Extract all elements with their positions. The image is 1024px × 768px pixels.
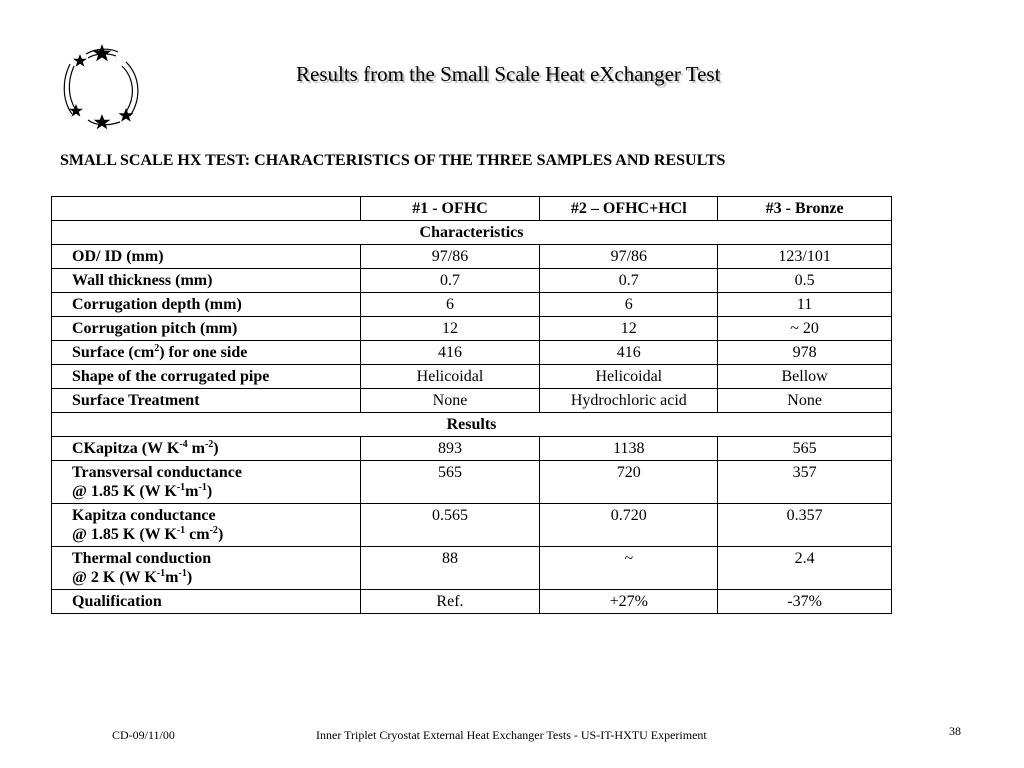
table-row bbox=[52, 293, 892, 317]
row-label-text: CKapitza (W K bbox=[72, 440, 180, 457]
table-row bbox=[52, 317, 892, 341]
row-label-text: ) bbox=[206, 483, 213, 500]
row-label bbox=[52, 437, 361, 461]
cell-value: +27% bbox=[540, 590, 718, 614]
cell-value: Helicoidal bbox=[540, 365, 718, 389]
row-label-text: @ 2 K (W K bbox=[72, 569, 157, 586]
cell-value: 0.7 bbox=[540, 269, 718, 293]
cell-value: Hydrochloric acid bbox=[540, 389, 718, 413]
cell-value: 357 bbox=[718, 461, 892, 504]
row-label-text: Surface (cm bbox=[72, 344, 155, 361]
row-label-line: Transversal conductance bbox=[72, 464, 242, 481]
cell-value: 0.565 bbox=[360, 504, 540, 547]
section-label-results: Results bbox=[52, 413, 892, 437]
cell-value: 12 bbox=[540, 317, 718, 341]
cell-value: 2.4 bbox=[718, 547, 892, 590]
row-label-line: Thermal conduction bbox=[72, 550, 212, 567]
row-label-text: ) for one side bbox=[159, 344, 248, 361]
cell-value: -37% bbox=[718, 590, 892, 614]
row-label-text: cm bbox=[185, 526, 210, 543]
row-label-text: ) bbox=[186, 569, 193, 586]
table-row bbox=[52, 365, 892, 389]
table-row bbox=[52, 547, 892, 590]
cell-value: None bbox=[718, 389, 892, 413]
row-label: Corrugation depth (mm) bbox=[52, 293, 361, 317]
row-label-exponent: 2 bbox=[154, 343, 160, 354]
table-header-row bbox=[52, 197, 892, 221]
row-label-exponent: -4 bbox=[179, 439, 188, 450]
cell-value: 720 bbox=[540, 461, 718, 504]
row-label bbox=[52, 461, 361, 504]
row-label-exponent: -1 bbox=[178, 568, 187, 579]
cell-value: 0.5 bbox=[718, 269, 892, 293]
row-label-text: m bbox=[165, 569, 179, 586]
row-label-exponent: -1 bbox=[156, 568, 166, 579]
row-label-text: m bbox=[185, 483, 199, 500]
row-label-exponent: -1 bbox=[176, 482, 186, 493]
cell-value: ~ 20 bbox=[718, 317, 892, 341]
cell-value: None bbox=[360, 389, 540, 413]
footer-description: Inner Triplet Cryostat External Heat Exchanger Tests - US-IT-HXTU Experiment bbox=[316, 728, 707, 742]
section-label-characteristics: Characteristics bbox=[52, 221, 892, 245]
row-label-text: ) bbox=[217, 526, 224, 543]
row-label-line: Kapitza conductance bbox=[72, 507, 216, 524]
table-row bbox=[52, 590, 892, 614]
cell-value: 893 bbox=[360, 437, 540, 461]
section-row-results bbox=[52, 413, 892, 437]
slide-title: Results from the Small Scale Heat eXchanger Test bbox=[296, 62, 721, 86]
cell-value: 565 bbox=[360, 461, 540, 504]
table-row bbox=[52, 269, 892, 293]
column-header-sample-3: #3 - Bronze bbox=[718, 197, 892, 221]
table-row bbox=[52, 389, 892, 413]
table-row bbox=[52, 341, 892, 365]
cell-value: 416 bbox=[360, 341, 540, 365]
cell-value: 11 bbox=[718, 293, 892, 317]
column-header-sample-1: #1 - OFHC bbox=[360, 197, 540, 221]
row-label: Surface Treatment bbox=[52, 389, 361, 413]
row-label bbox=[52, 504, 361, 547]
row-label-text: @ 1.85 K (W K bbox=[72, 526, 177, 543]
cell-value: 6 bbox=[540, 293, 718, 317]
cell-value: 0.720 bbox=[540, 504, 718, 547]
table-row bbox=[52, 245, 892, 269]
results-table bbox=[51, 196, 892, 614]
row-label: Qualification bbox=[52, 590, 361, 614]
table-heading: SMALL SCALE HX TEST: CHARACTERISTICS OF THE THREE SAMPLES AND RESULTS bbox=[60, 152, 726, 169]
cell-value: 6 bbox=[360, 293, 540, 317]
row-label-line bbox=[72, 482, 354, 501]
row-label-text: m bbox=[187, 440, 205, 457]
row-label bbox=[52, 547, 361, 590]
row-label: Shape of the corrugated pipe bbox=[52, 365, 361, 389]
row-label: Corrugation pitch (mm) bbox=[52, 317, 361, 341]
table-row bbox=[52, 504, 892, 547]
row-label-line bbox=[72, 568, 354, 587]
cell-value: 0.357 bbox=[718, 504, 892, 547]
cell-value: 416 bbox=[540, 341, 718, 365]
row-label bbox=[52, 341, 361, 365]
cell-value: Bellow bbox=[718, 365, 892, 389]
footer-date: CD-09/11/00 bbox=[112, 728, 175, 742]
row-label-text: ) bbox=[213, 440, 219, 457]
column-header-sample-2: #2 – OFHC+HCl bbox=[540, 197, 718, 221]
cell-value: 123/101 bbox=[718, 245, 892, 269]
row-label-exponent: -2 bbox=[204, 439, 214, 450]
cell-value: Helicoidal bbox=[360, 365, 540, 389]
cell-value: ~ bbox=[540, 547, 718, 590]
row-label-exponent: -1 bbox=[198, 482, 207, 493]
cell-value: 978 bbox=[718, 341, 892, 365]
row-label-exponent: -1 bbox=[176, 525, 186, 536]
table-row bbox=[52, 437, 892, 461]
star-ring-logo-icon bbox=[60, 40, 148, 132]
cell-value: Ref. bbox=[360, 590, 540, 614]
cell-value: 97/86 bbox=[540, 245, 718, 269]
row-label-exponent: -2 bbox=[209, 525, 218, 536]
cell-value: 565 bbox=[718, 437, 892, 461]
row-label-text: @ 1.85 K (W K bbox=[72, 483, 177, 500]
page-number: 38 bbox=[949, 724, 961, 738]
cell-value: 0.7 bbox=[360, 269, 540, 293]
cell-value: 97/86 bbox=[360, 245, 540, 269]
table-row bbox=[52, 461, 892, 504]
cell-value: 12 bbox=[360, 317, 540, 341]
cell-value: 88 bbox=[360, 547, 540, 590]
cell-value: 1138 bbox=[540, 437, 718, 461]
section-row-characteristics bbox=[52, 221, 892, 245]
row-label: OD/ ID (mm) bbox=[52, 245, 361, 269]
row-label: Wall thickness (mm) bbox=[52, 269, 361, 293]
column-header-blank bbox=[52, 197, 361, 221]
row-label-line bbox=[72, 525, 354, 544]
